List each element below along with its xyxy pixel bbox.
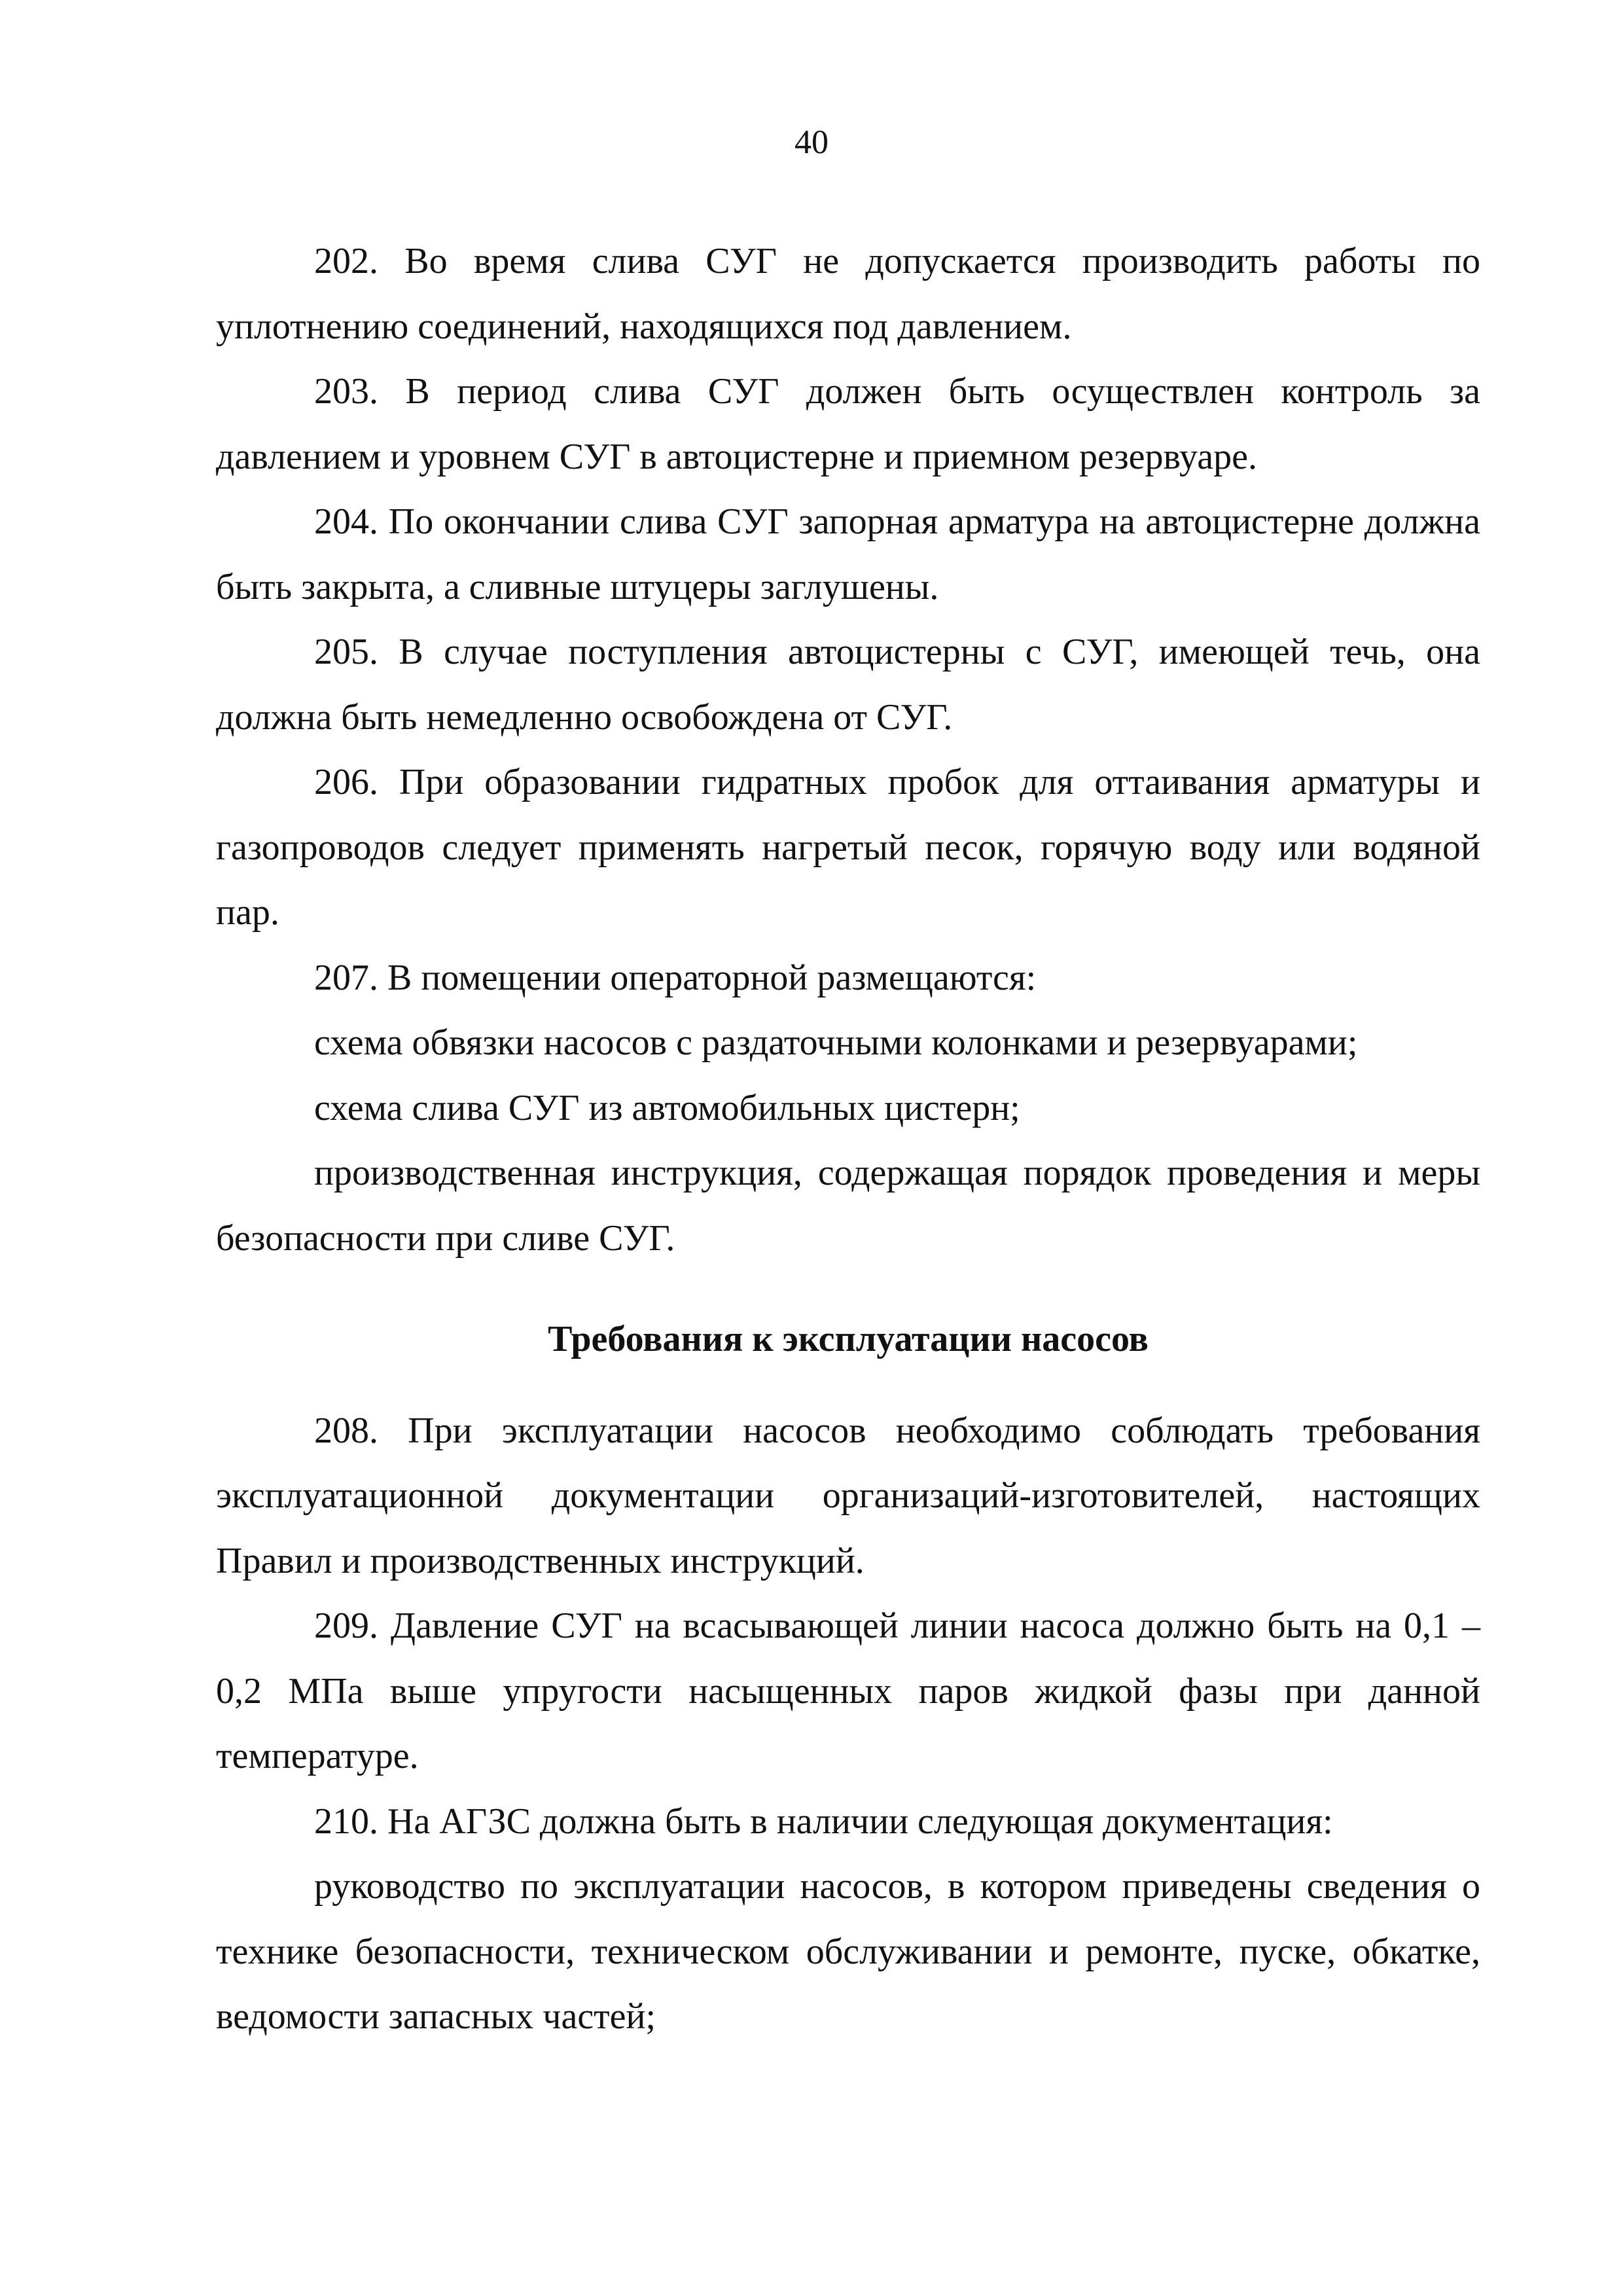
list-item-instruction: производственная инструкция, содержащая порядок проведения и меры безопасности при сливе СУГ. <box>216 1153 1480 1259</box>
paragraph-206: 206. При образовании гидратных пробок для оттаивания арматуры и газопроводов следует применять нагретый песок, горячую воду или водяной пар. <box>216 762 1480 933</box>
section-heading: Требования к эксплуатации насосов <box>548 1319 1149 1359</box>
paragraph-208: 208. При эксплуатации насосов необходимо соблюдать требования эксплуатационной документации организаций-изготовителей, настоящих Правил и производственных инструкций. <box>216 1410 1480 1581</box>
paragraph-209: 209. Давление СУГ на всасывающей линии насоса должно быть на 0,1 – 0,2 МПа выше упругости насыщенных паров жидкой фазы при данной температуре. <box>216 1605 1480 1776</box>
paragraph-204: 204. По окончании слива СУГ запорная арматура на автоцистерне должна быть закрыта, а сливные штуцеры заглушены. <box>216 501 1480 607</box>
paragraph-210: 210. На АГЗС должна быть в наличии следующая документация: <box>314 1801 1333 1842</box>
page-number: 40 <box>794 124 829 161</box>
list-item-scheme-pumps: схема обвязки насосов с раздаточными колонками и резервуарами; <box>314 1022 1358 1063</box>
list-item-scheme-drain: схема слива СУГ из автомобильных цистерн; <box>314 1087 1020 1128</box>
paragraph-205: 205. В случае поступления автоцистерны с СУГ, имеющей течь, она должна быть немедленно освобождена от СУГ. <box>216 632 1480 738</box>
paragraph-202: 202. Во время слива СУГ не допускается производить работы по уплотнению соединений, находящихся под давлением. <box>216 241 1480 347</box>
paragraph-203: 203. В период слива СУГ должен быть осуществлен контроль за давлением и уровнем СУГ в автоцистерне и приемном резервуаре. <box>216 371 1480 477</box>
paragraph-207: 207. В помещении операторной размещаются: <box>314 957 1037 998</box>
page-content <box>216 229 1480 2050</box>
list-item-pump-manual: руководство по эксплуатации насосов, в котором приведены сведения о технике безопасности, техническом обслуживании и ремонте, пуске, обкатке, ведомости запасных частей; <box>216 1866 1480 2037</box>
